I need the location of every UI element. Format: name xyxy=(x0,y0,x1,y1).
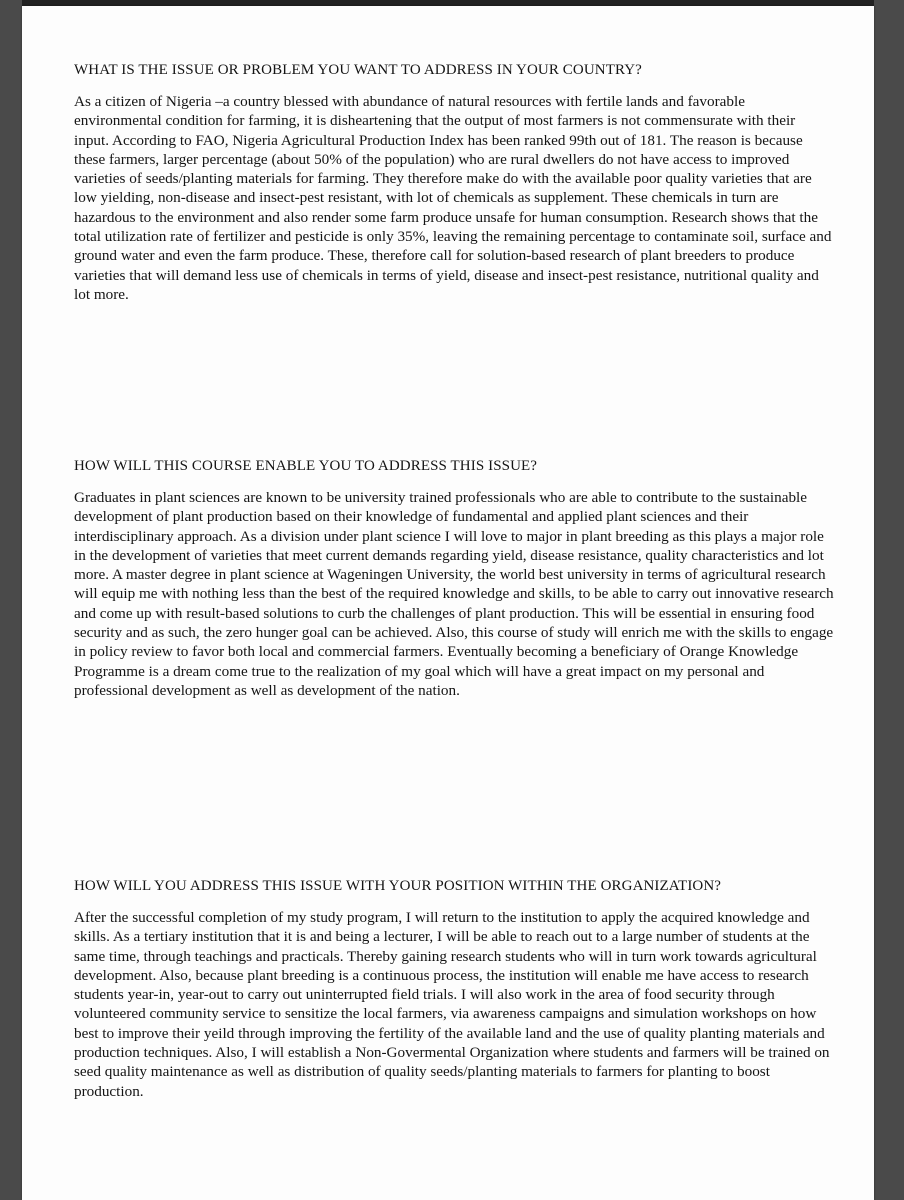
section-issue xyxy=(74,60,834,304)
section-course xyxy=(74,456,834,700)
viewer-left-margin xyxy=(0,0,22,1200)
section-heading: HOW WILL THIS COURSE ENABLE YOU TO ADDRESS THIS ISSUE? xyxy=(74,458,538,474)
viewer-right-margin xyxy=(874,0,904,1200)
section-body: After the successful completion of my study program, I will return to the institution to apply the acquired knowledge and skills. As a tertiary institution that it is and being a lecturer, I will be able to reach out to a large number of students at the same time, through teachings and practicals. Thereby gaining research students who will in turn work towards agricultural development. Also, because plant breeding is a continuous process, the institution will enable me have access to research students year-in, year-out to carry out uninterrupted field trials. I will also work in the area of food security through volunteered community service to sensitize the local farmers, via awareness campaigns and simulation workshops on how best to improve their yeild through improving the fertility of the available land and the use of quality planting materials and production techniques. Also, I will establish a Non-Govermental Organization where students and farmers will be trained on seed quality maintenance as well as distribution of quality seeds/planting materials to farmers for planting to boost production. xyxy=(74,909,830,1100)
section-position xyxy=(74,876,834,1101)
section-body: As a citizen of Nigeria –a country blessed with abundance of natural resources with fertile lands and favorable environmental condition for farming, it is disheartening that the output of most farmers is not commensurate with their input. According to FAO, Nigeria Agricultural Production Index has been ranked 99th out of 181. The reason is because these farmers, larger percentage (about 50% of the population) who are rural dwellers do not have access to improved varieties of seeds/planting materials for farming. They therefore make do with the available poor quality varieties that are low yielding, non-disease and insect-pest resistant, with lot of chemicals as supplement. These chemicals in turn are hazardous to the environment and also render some farm produce unsafe for human consumption. Research shows that the total utilization rate of fertilizer and pesticide is only 35%, leaving the remaining percentage to contaminate soil, surface and ground water and even the farm produce. These, therefore call for solution-based research of plant breeders to produce varieties that will demand less use of chemicals in terms of yield, disease and insect-pest resistance, nutritional quality and lot more. xyxy=(74,93,832,303)
document-page[interactable] xyxy=(22,6,874,1200)
section-body: Graduates in plant sciences are known to be university trained professionals who are able to contribute to the sustainable development of plant production based on their knowledge of fundamental and applied plant sciences and their interdisciplinary approach. As a division under plant science I will love to major in plant breeding as this plays a major role in the development of varieties that meet current demands regarding yield, disease resistance, quality characteristics and lot more. A master degree in plant science at Wageningen University, the world best university in terms of agricultural research will equip me with nothing less than the best of the required knowledge and skills, to be able to carry out innovative research and come up with result-based solutions to curb the challenges of plant production. This will be essential in ensuring food security and as such, the zero hunger goal can be achieved. Also, this course of study will enrich me with the skills to engage in policy review to favor both local and commercial farmers. Eventually becoming a beneficiary of Orange Knowledge Programme is a dream come true to the realization of my goal which will have a great impact on my personal and professional development as well as development of the nation. xyxy=(74,489,834,699)
section-heading: HOW WILL YOU ADDRESS THIS ISSUE WITH YOUR POSITION WITHIN THE ORGANIZATION? xyxy=(74,878,722,894)
section-heading: WHAT IS THE ISSUE OR PROBLEM YOU WANT TO ADDRESS IN YOUR COUNTRY? xyxy=(74,62,642,78)
